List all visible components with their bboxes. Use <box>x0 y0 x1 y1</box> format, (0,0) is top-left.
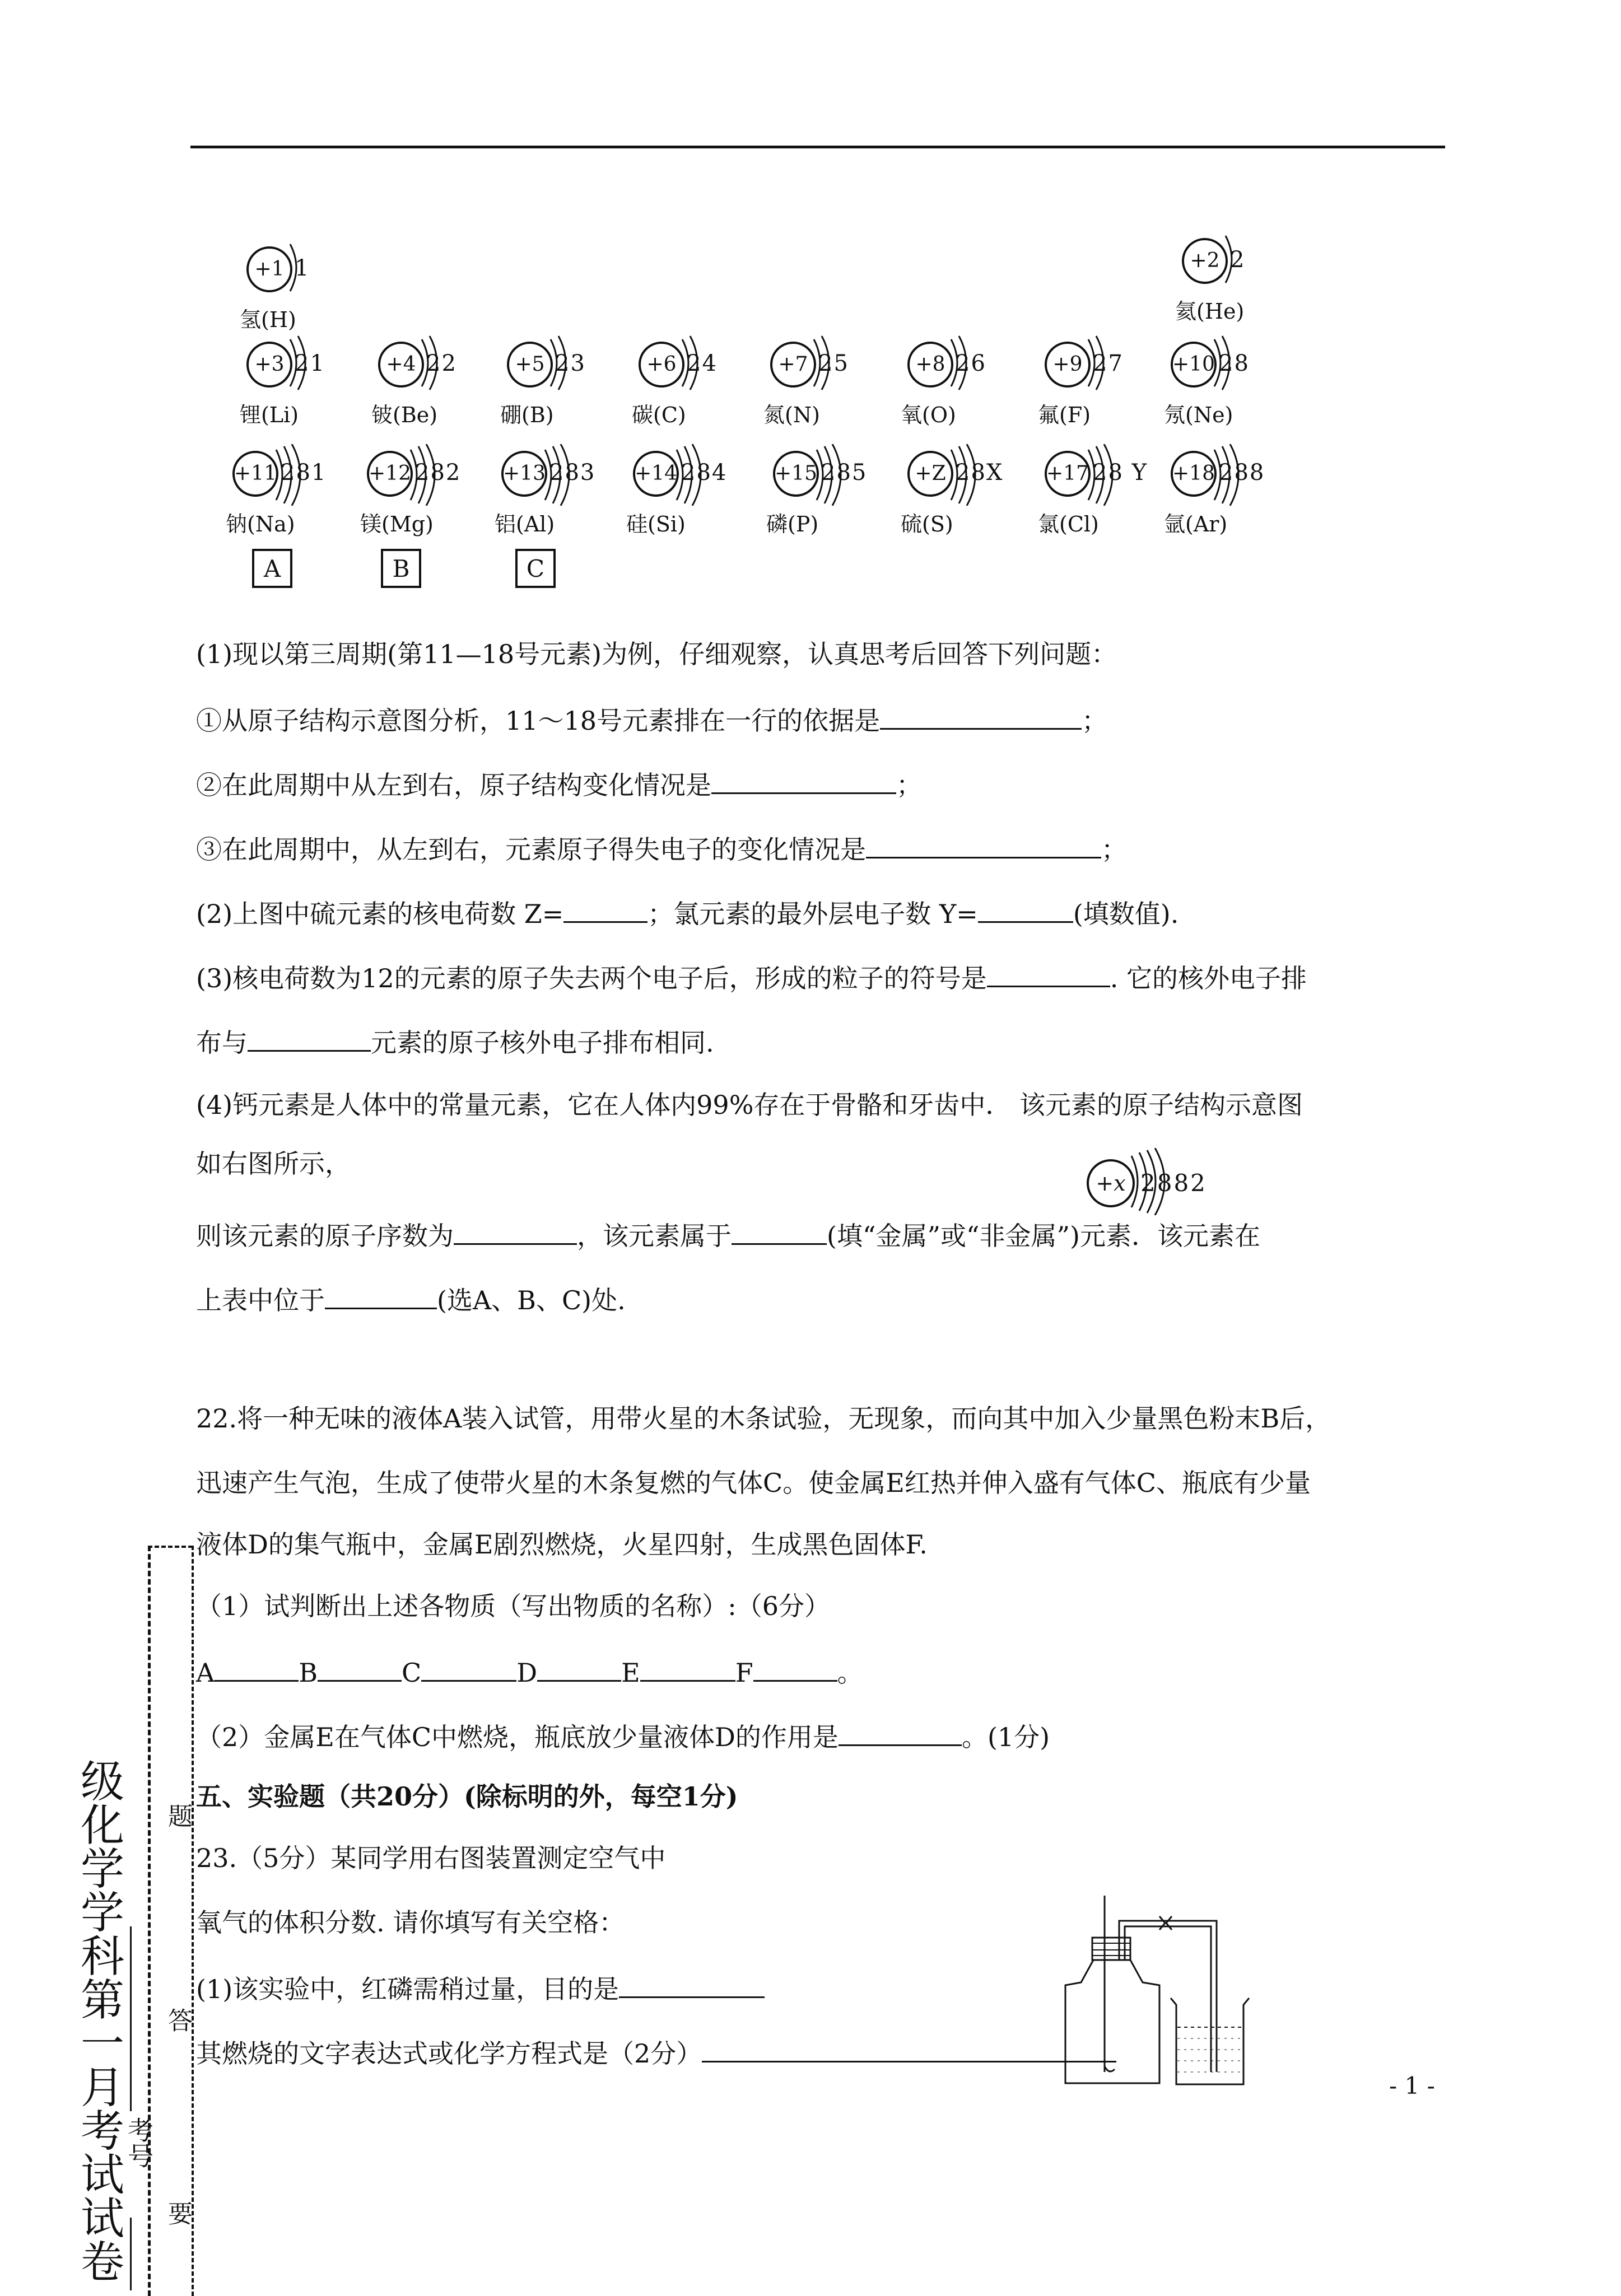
label-a: A <box>196 1658 215 1688</box>
nucleus: +18 <box>1171 451 1217 497</box>
element-name: 氮(N) <box>763 403 820 427</box>
electron-shells: 26 <box>956 351 986 376</box>
electron-shells: 22 <box>426 351 457 376</box>
answer-blank-b[interactable] <box>318 1658 402 1682</box>
element-name: 氦(He) <box>1175 299 1245 324</box>
q23-part1b <box>196 2038 1116 2069</box>
q21-part1c <box>196 834 1127 865</box>
nucleus: +14 <box>633 451 679 497</box>
answer-blank-d[interactable] <box>537 1658 621 1682</box>
label-d: D <box>516 1658 538 1688</box>
nucleus: +3 <box>246 342 292 388</box>
answer-blank[interactable] <box>563 899 648 923</box>
electron-shells: 25 <box>818 351 849 376</box>
exam-title-vertical: 级化学学科第一月考试试卷 <box>73 1758 124 2283</box>
q22-line2: 迅速产生气泡，生成了使带火星的木条复燃的气体C。使金属E红热并伸入盛有气体C、瓶底有少量 <box>196 1468 1311 1498</box>
q21-part3 <box>196 963 1307 991</box>
q21-part4d-text: 上表中位于 <box>196 1285 325 1315</box>
binding-margin-line <box>148 1546 193 1548</box>
apparatus-diagram-icon <box>1053 1887 1266 2094</box>
punct: 。 <box>837 1658 863 1688</box>
q21-part2-mid: ；氯元素的最外层电子数 Y= <box>648 899 978 929</box>
q22-part2 <box>196 1722 1050 1750</box>
nucleus: +5 <box>507 342 553 388</box>
electron-shells: 23 <box>555 351 586 376</box>
q23-part1b-text: 其燃烧的文字表达式或化学方程式是（2分） <box>196 2038 702 2069</box>
element-name: 铍(Be) <box>371 403 438 427</box>
nucleus: +11 <box>232 451 278 497</box>
punct: ； <box>1082 706 1108 736</box>
element-name: 碳(C) <box>632 403 686 427</box>
element-name: 硫(S) <box>901 512 953 536</box>
position-box-b: B <box>381 549 421 588</box>
q21-part3-text: (3)核电荷数为12的元素的原子失去两个电子后，形成的粒子的符号是 <box>196 963 987 993</box>
position-box-a: A <box>252 549 292 588</box>
q21-part1-intro: (1)现以第三周期(第11—18号元素)为例，仔细观察，认真思考后回答下列问题： <box>196 639 1117 669</box>
element-name: 氟(F) <box>1038 403 1091 427</box>
atomic-structure-table <box>190 190 1299 594</box>
exam-number-line <box>130 2218 132 2290</box>
element-name: 氖(Ne) <box>1164 403 1233 427</box>
q21-part4c-post: (填“金属”或“非金属”)元素．该元素在 <box>827 1221 1260 1251</box>
q21-part4c <box>196 1221 1260 1249</box>
electron-shells: 21 <box>295 351 325 376</box>
punct: ； <box>896 770 922 800</box>
answer-blank[interactable] <box>839 1722 962 1746</box>
electron-shells: 284 <box>681 460 728 486</box>
q22-part2-post: 。(1分) <box>961 1722 1050 1752</box>
element-name: 锂(Li) <box>240 403 299 427</box>
answer-blank-c[interactable] <box>421 1658 516 1682</box>
q21-part3b <box>196 1028 714 1056</box>
element-name: 铝(Al) <box>495 512 555 536</box>
q21-part2 <box>196 899 1179 927</box>
label-e: E <box>621 1658 640 1688</box>
electron-shells: 288 <box>1219 460 1265 486</box>
q22-part1: （1）试判断出上述各物质（写出物质的名称）:（6分） <box>196 1591 831 1621</box>
electron-shells: 28X <box>956 460 1004 486</box>
label-f: F <box>735 1658 753 1688</box>
electron-shells: 285 <box>821 460 868 486</box>
element-name: 钠(Na) <box>226 512 295 536</box>
element-name: 磷(P) <box>766 512 819 536</box>
answer-blank[interactable] <box>978 899 1073 923</box>
nucleus: +9 <box>1045 342 1091 388</box>
q23-line2: 氧气的体积分数. 请你填写有关空格： <box>196 1907 625 1938</box>
q22-line3: 液体D的集气瓶中，金属E剧烈燃烧，火星四射，生成黑色固体F. <box>196 1529 928 1560</box>
q21-part3b-text: 布与 <box>196 1028 248 1058</box>
nucleus: +7 <box>770 342 816 388</box>
q22-substance-blanks <box>196 1658 863 1686</box>
q21-part3-post: . 它的核外电子排 <box>1110 963 1307 993</box>
nucleus: +4 <box>378 342 424 388</box>
nucleus: +17 <box>1045 451 1091 497</box>
q21-part2-post: (填数值). <box>1073 899 1179 929</box>
nucleus: +13 <box>501 451 547 497</box>
electron-shells: 2882 <box>1140 1169 1207 1197</box>
answer-blank[interactable] <box>325 1285 437 1309</box>
electron-shells: 1 <box>295 255 310 281</box>
punct: ； <box>1101 834 1127 865</box>
nucleus: +10 <box>1171 342 1217 388</box>
section-heading: 五、实验题（共20分）(除标明的外，每空1分) <box>196 1781 738 1812</box>
exam-number-line <box>130 1926 132 2111</box>
binding-margin-line <box>192 1546 194 2296</box>
q21-part4d-post: (选A、B、C)处. <box>437 1285 626 1315</box>
electron-shells: 282 <box>415 460 462 486</box>
answer-blank-e[interactable] <box>640 1658 735 1682</box>
nucleus: +15 <box>773 451 819 497</box>
element-name: 氧(O) <box>901 403 956 427</box>
answer-blank[interactable] <box>987 963 1110 987</box>
electron-shells: 2 <box>1230 247 1246 273</box>
element-name: 硼(B) <box>500 403 554 427</box>
q21-part4c-mid: ，该元素属于 <box>577 1221 732 1251</box>
seal-char: 题 <box>164 1803 192 1828</box>
q22-part2-text: （2）金属E在气体C中燃烧，瓶底放少量液体D的作用是 <box>196 1722 839 1752</box>
answer-blank[interactable] <box>454 1221 577 1245</box>
q21-part4c-text: 则该元素的原子序数为 <box>196 1221 454 1251</box>
nucleus: +6 <box>639 342 684 388</box>
electron-shells: 283 <box>549 460 596 486</box>
electron-shells: 24 <box>687 351 718 376</box>
label-c: C <box>402 1658 422 1688</box>
element-name: 镁(Mg) <box>360 512 434 536</box>
q21-part1a <box>196 706 1107 734</box>
answer-blank[interactable] <box>880 706 1082 730</box>
nucleus: +8 <box>907 342 953 388</box>
q21-part4b: 如右图所示， <box>196 1149 351 1179</box>
element-name: 氢(H) <box>240 307 296 332</box>
nucleus: +x <box>1087 1159 1135 1207</box>
q21-part1a-text: ①从原子结构示意图分析，11～18号元素排在一行的依据是 <box>196 706 881 736</box>
exam-number-label: 考号 <box>124 2117 154 2168</box>
electron-shells: 281 <box>281 460 327 486</box>
q22-line1: 22.将一种无味的液体A装入试管，用带火星的木条试验，无现象，而向其中加入少量黑色粉末B后， <box>196 1403 1331 1434</box>
nucleus: +12 <box>367 451 413 497</box>
element-name: 硅(Si) <box>626 512 686 536</box>
nucleus: +2 <box>1182 238 1228 284</box>
header-rule <box>190 146 1445 148</box>
seal-char: 答 <box>164 2008 192 2032</box>
element-name: 氩(Ar) <box>1164 512 1228 536</box>
position-box-c: C <box>515 549 556 588</box>
electron-shells: 28 <box>1219 351 1250 376</box>
q21-part1b-text: ②在此周期中从左到右，原子结构变化情况是 <box>196 770 711 800</box>
answer-blank[interactable] <box>619 1974 765 1998</box>
q21-part4d <box>196 1285 626 1313</box>
q23-part1-text: (1)该实验中，红磷需稍过量，目的是 <box>196 1974 619 2004</box>
q21-part2-text: (2)上图中硫元素的核电荷数 Z= <box>196 899 564 929</box>
electron-shells: 28 Y <box>1093 460 1148 486</box>
answer-blank[interactable] <box>866 834 1101 858</box>
q21-part3b-post: 元素的原子核外电子排布相同. <box>371 1028 714 1058</box>
answer-blank[interactable] <box>732 1221 827 1245</box>
answer-blank[interactable] <box>711 770 896 794</box>
electron-shells: 27 <box>1093 351 1124 376</box>
answer-blank-a[interactable] <box>215 1658 299 1682</box>
nucleus: +Z <box>907 451 953 497</box>
q23-part1 <box>196 1974 765 2002</box>
answer-blank-f[interactable] <box>753 1658 837 1682</box>
seal-char: 要 <box>164 2201 192 2225</box>
element-name: 氯(Cl) <box>1038 512 1099 536</box>
label-b: B <box>299 1658 318 1688</box>
q21-part1c-text: ③在此周期中，从左到右，元素原子得失电子的变化情况是 <box>196 834 866 865</box>
q21-part1b <box>196 770 922 798</box>
page-number: - 1 - <box>1389 2072 1435 2099</box>
q23-line1: 23.（5分）某同学用右图装置测定空气中 <box>196 1843 666 1873</box>
nucleus: +1 <box>246 246 292 292</box>
binding-margin-line <box>148 1546 151 2296</box>
answer-blank[interactable] <box>248 1028 371 1052</box>
q21-part4: (4)钙元素是人体中的常量元素，它在人体内99%存在于骨骼和牙齿中． 该元素的原子结构示意图 <box>196 1090 1303 1120</box>
